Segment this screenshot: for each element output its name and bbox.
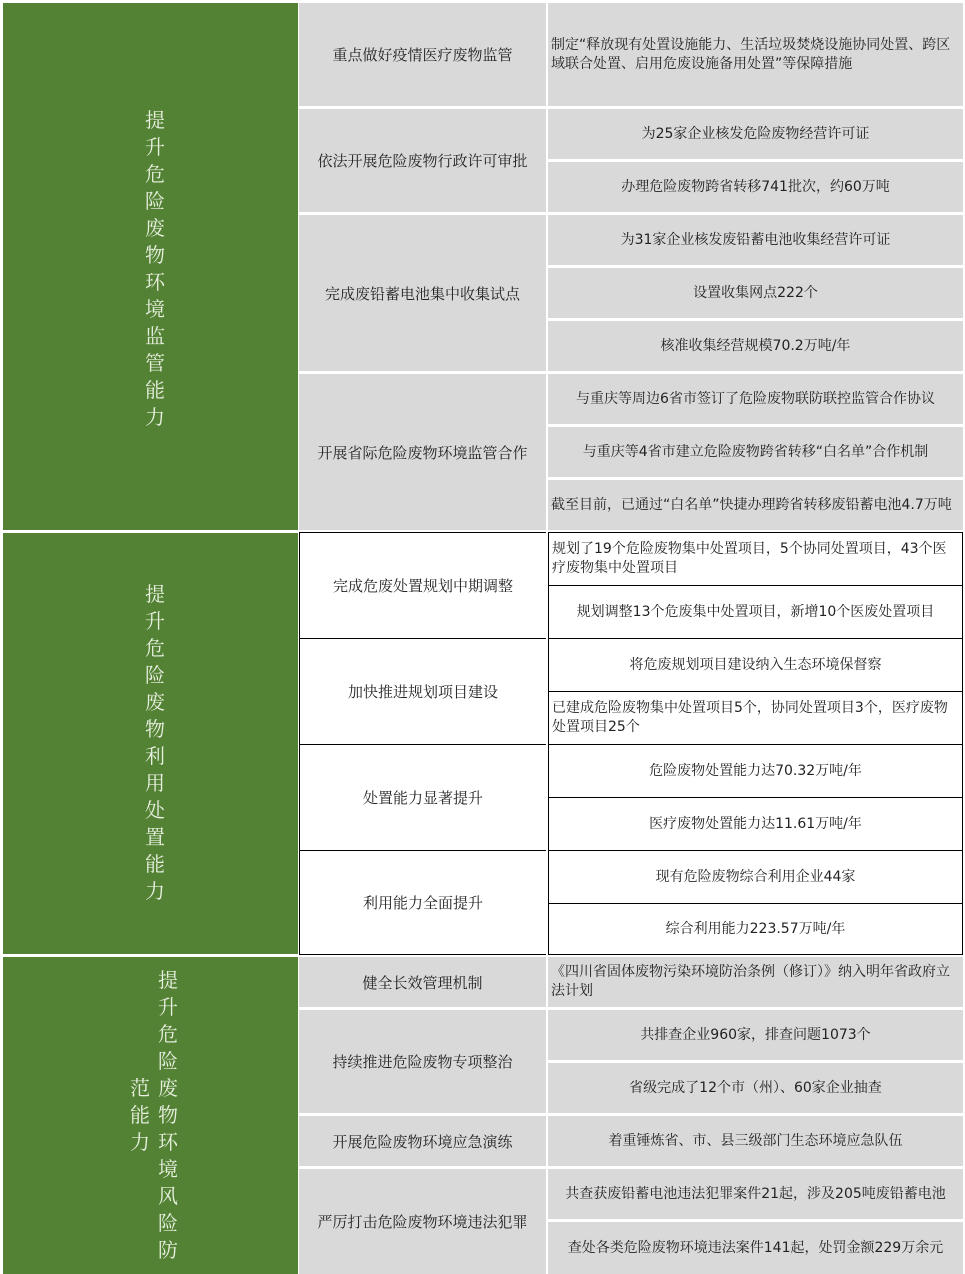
detail-cell: 制定“释放现有处置设施能力、生活垃圾焚烧设施协同处置、跨区域联合处置、启用危废设施备用处置”等保障措施	[548, 3, 963, 106]
category-cell-utilization-disposal	[3, 533, 298, 954]
measure-cell: 完成废铅蓄电池集中收集试点	[299, 215, 546, 371]
detail-cell: 为31家企业核发废铅蓄电池收集经营许可证	[548, 215, 963, 265]
detail-cell: 将危废规划项目建设纳入生态环境保督察	[548, 638, 963, 691]
measure-cell: 持续推进危险废物专项整治	[299, 1010, 546, 1113]
detail-cell: 规划了19个危险废物集中处置项目，5个协同处置项目，43个医疗废物集中处置项目	[548, 532, 963, 585]
detail-cell: 共排查企业960家，排查问题1073个	[548, 1010, 963, 1060]
detail-cell: 为25家企业核发危险废物经营许可证	[548, 109, 963, 159]
measure-cell: 开展危险废物环境应急演练	[299, 1116, 546, 1166]
detail-cell: 查处各类危险废物环境违法案件141起，处罚金额229万余元	[548, 1222, 963, 1274]
detail-cell: 综合利用能力223.57万吨/年	[548, 903, 963, 955]
category-cell-env-supervision	[3, 3, 298, 530]
detail-cell: 现有危险废物综合利用企业44家	[548, 850, 963, 903]
category-label: 提 升 危 险 废 物 利 用 处 置 能 力	[145, 582, 165, 903]
detail-cell: 截至目前，已通过“白名单”快捷办理跨省转移废铅蓄电池4.7万吨	[548, 480, 963, 530]
measure-cell: 处置能力显著提升	[299, 744, 546, 850]
detail-cell: 设置收集网点222个	[548, 268, 963, 318]
measure-cell: 重点做好疫情医疗废物监管	[299, 3, 546, 106]
detail-cell: 与重庆等周边6省市签订了危险废物联防联控监管合作协议	[548, 374, 963, 424]
detail-cell: 与重庆等4省市建立危险废物跨省转移“白名单”合作机制	[548, 427, 963, 477]
detail-cell: 规划调整13个危废集中处置项目，新增10个医废处置项目	[548, 585, 963, 638]
category-label-side: 范 能 力	[130, 1076, 150, 1154]
detail-cell: 着重锤炼省、市、县三级部门生态环境应急队伍	[548, 1116, 963, 1166]
detail-cell: 已建成危险废物集中处置项目5个，协同处置项目3个，医疗废物处置项目25个	[548, 691, 963, 744]
detail-cell: 危险废物处置能力达70.32万吨/年	[548, 744, 963, 797]
detail-cell: 医疗废物处置能力达11.61万吨/年	[548, 797, 963, 850]
detail-cell: 办理危险废物跨省转移741批次，约60万吨	[548, 162, 963, 212]
measure-cell: 开展省际危险废物环境监管合作	[299, 374, 546, 530]
detail-cell: 共查获废铅蓄电池违法犯罪案件21起，涉及205吨废铅蓄电池	[548, 1169, 963, 1219]
detail-cell: 《四川省固体废物污染环境防治条例（修订）》纳入明年省政府立法计划	[548, 957, 963, 1007]
measure-cell: 健全长效管理机制	[299, 957, 546, 1007]
category-label: 提 升 危 险 废 物 环 境 风 险 防	[158, 968, 178, 1262]
measure-cell: 利用能力全面提升	[299, 850, 546, 955]
measure-cell: 严厉打击危险废物环境违法犯罪	[299, 1169, 546, 1274]
category-cell-risk-prevention	[3, 957, 298, 1274]
category-label: 提 升 危 险 废 物 环 境 监 管 能 力	[145, 108, 165, 429]
measure-cell: 完成危废处置规划中期调整	[299, 532, 546, 638]
measure-cell: 加快推进规划项目建设	[299, 638, 546, 744]
detail-cell: 省级完成了12个市（州）、60家企业抽查	[548, 1063, 963, 1113]
measure-cell: 依法开展危险废物行政许可审批	[299, 109, 546, 212]
detail-cell: 核准收集经营规模70.2万吨/年	[548, 321, 963, 371]
